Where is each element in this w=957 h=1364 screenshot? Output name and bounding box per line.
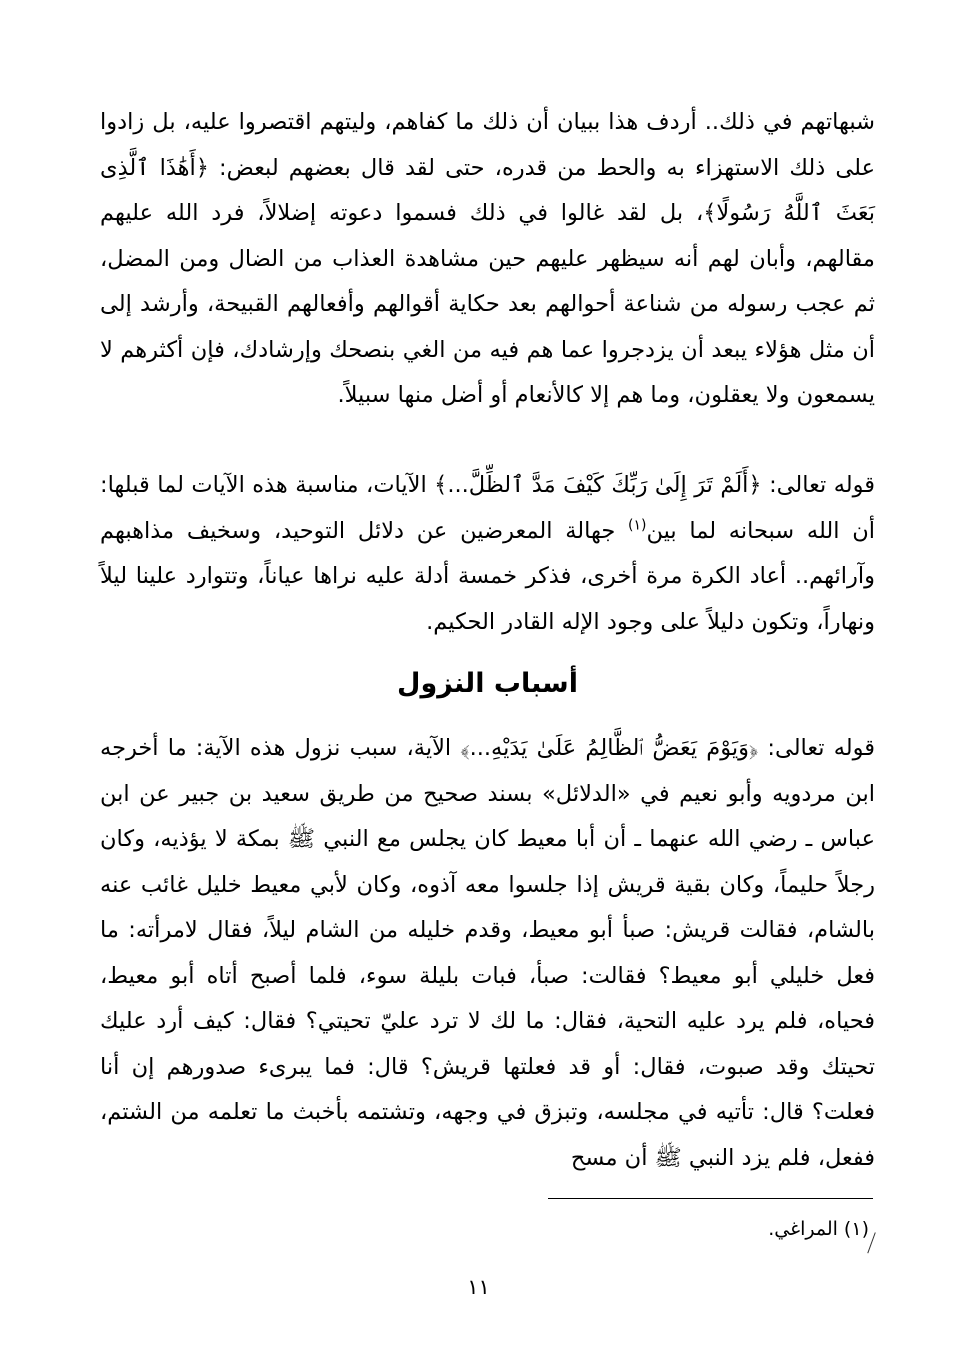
footnote: (١) المراغي. (768, 1218, 869, 1240)
body-paragraph-1: شبهاتهم في ذلك.. أردف هذا ببيان أن ذلك ما كفاهم، وليتهم اقتصروا عليه، بل زادوا على ذلك الاستهزاء به والحط من قدره، حتى لقد قال بعضهم لبعض: ﴿أَهَٰذَا ٱلَّذِى بَعَثَ ٱللَّهُ رَسُولًا﴾، بل لقد غالوا في ذلك فسموا دعوته إضلالاً، فرد الله عليهم مقالهم، وأبان لهم أنه سيظهر عليهم حين مشاهدة العذاب من الضال ومن المضل، ثم عجب رسوله من شناعة أحوالهم بعد حكاية أقوالهم وأفعالهم القبيحة، وأرشد إلى أن مثل هؤلاء يبعد أن يزدجروا عما هم فيه من الغي بنصحك وإرشادك، فإن أكثرهم لا يسمعون ولا يعقلون، وما هم إلا كالأنعام أو أضل منها سبيلاً. (100, 109, 875, 408)
body-paragraph-2 (100, 463, 875, 645)
body-paragraph-3: قوله تعالى: ﴿وَيَوْمَ يَعَضُّ ٱلظَّالِمُ عَلَىٰ يَدَيْهِ...﴾ الآية، سبب نزول هذه الآية: ما أخرجه ابن مردويه وأبو نعيم في «الدلائل» بسند صحيح من طريق سعيد بن جبير عن ابن عباس ـ رضي الله عنهما ـ أن أبا معيط كان يجلس مع النبي ﷺ بمكة لا يؤذيه، وكان رجلاً حليماً، وكان بقية قريش إذا جلسوا معه آذوه، وكان لأبي معيط خليل غائب عنه بالشام، فقالت قريش: صبأ أبو معيط، وقدم خليله من الشام ليلاً، فقال لامرأته: ما فعل خليلي أبو معيط؟ فقالت: صبأ، فبات بليلة سوء، فلما أصبح أتاه أبو معيط، فحياه، فلم يرد عليه التحية، فقال: ما لك لا ترد عليّ تحيتي؟ فقال: كيف أرد عليك تحيتك وقد صبوت، فقال: أو قد فعلتها قريش؟ قال: فما يبرىء صدورهم إن أنا فعلت؟ قال: تأتيه في مجلسه، وتبزق في وجهه، وتشتمه بأخبث ما تعلمه من الشتم، ففعل، فلم يزد النبي ﷺ أن مسح (100, 735, 875, 1171)
footnote-reference: (١) (627, 517, 647, 533)
page-number: ١١ (467, 1275, 490, 1299)
paragraph-2-text-end: جهالة المعرضين عن دلائل التوحيد، وسخيف مذاهبهم وآرائهم.. أعاد الكرة مرة أخرى، فذكر خمسة أدلة عليه نراها عياناً، وتتوارد علينا ليلاً ونهاراً، وتكون دليلاً على وجود الإله القادر الحكيم. (100, 517, 875, 635)
paragraph-2-text-start: قوله تعالى: ﴿أَلَمْ تَرَ إِلَىٰ رَبِّكَ كَيْفَ مَدَّ ٱلظِّلَّ...﴾ الآيات، مناسبة هذه الآيات لما قبلها: أن الله سبحانه لما بين (100, 472, 875, 544)
section-heading: أسباب النزول (397, 668, 578, 699)
footnote-separator (548, 1198, 873, 1199)
